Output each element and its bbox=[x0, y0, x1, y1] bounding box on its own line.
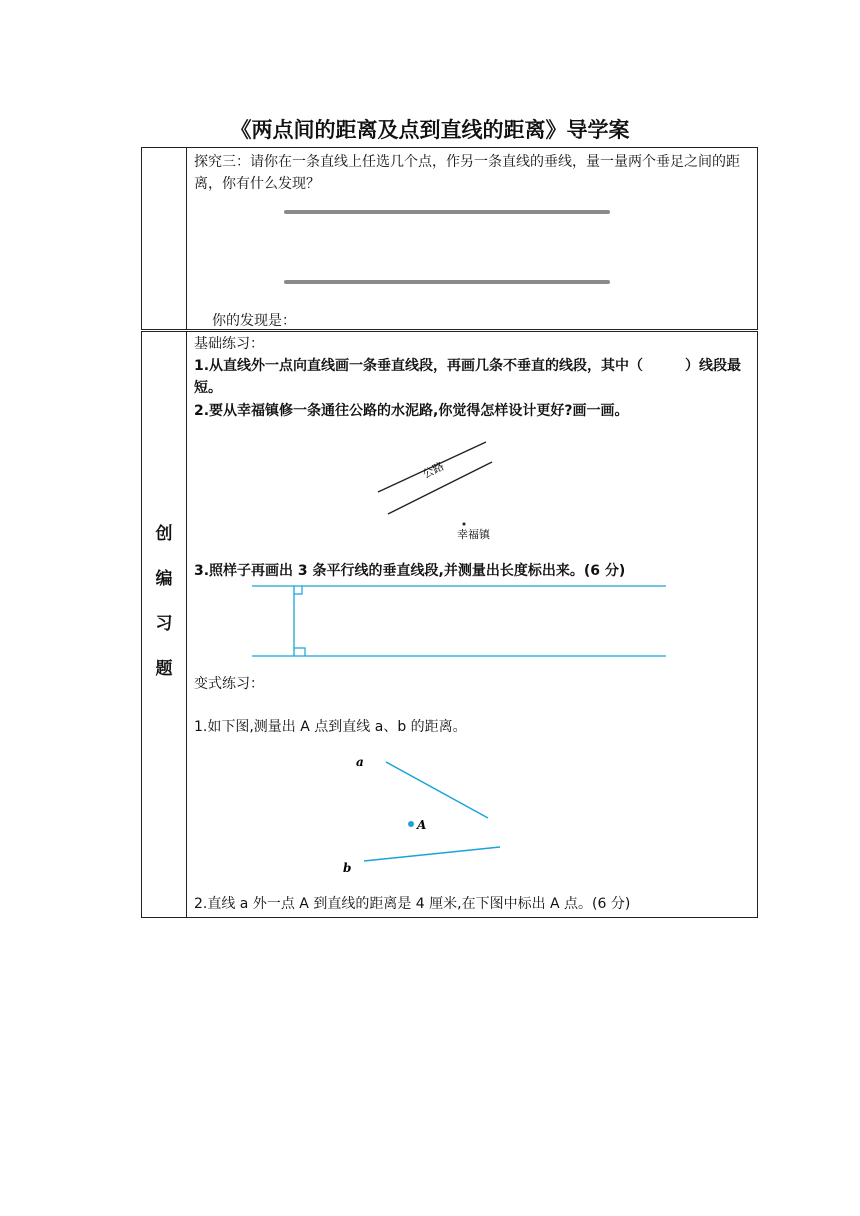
point-a-label: A bbox=[417, 818, 427, 832]
variant-practice-title: 变式练习： bbox=[194, 676, 264, 692]
variant-question-2: 2.直线 a 外一点 A 到直线的距离是 4 厘米,在下图中标出 A 点。(6 分) bbox=[194, 896, 631, 912]
question-3: 3.照样子再画出 3 条平行线的垂直线段,并测量出长度标出来。(6 分) bbox=[194, 563, 626, 579]
town-label: 幸福镇 bbox=[457, 528, 490, 541]
town-point bbox=[463, 523, 466, 526]
finding-line bbox=[212, 310, 751, 332]
finding-answer-blank[interactable] bbox=[300, 315, 630, 332]
line-a-label: a bbox=[356, 755, 364, 769]
practice-row bbox=[141, 331, 758, 918]
column-divider bbox=[186, 148, 187, 329]
side-label-char: 题 bbox=[155, 659, 173, 679]
parallel-lines-figure bbox=[282, 206, 612, 296]
distance-figure bbox=[340, 752, 510, 882]
worksheet-table bbox=[141, 147, 758, 918]
column-divider bbox=[186, 332, 187, 917]
perpendicular-example-figure bbox=[252, 582, 672, 664]
side-label bbox=[142, 512, 186, 692]
question-2: 2.要从幸福镇修一条通往公路的水泥路,你觉得怎样设计更好?画一画。 bbox=[194, 403, 629, 419]
variant-question-1: 1.如下图,测量出 A 点到直线 a、b 的距离。 bbox=[194, 719, 467, 735]
side-label-char: 创 bbox=[155, 524, 173, 544]
question-1: 1.从直线外一点向直线画一条垂直线段，再画几条不垂直的线段，其中（ ）线段最短。 bbox=[194, 358, 742, 396]
basic-practice-title: 基础练习： bbox=[194, 336, 264, 352]
road-figure bbox=[372, 436, 502, 546]
side-label-char: 编 bbox=[155, 569, 173, 589]
line-b-label: b bbox=[343, 861, 352, 875]
exploration-row bbox=[141, 147, 758, 330]
side-label-char: 习 bbox=[155, 614, 173, 634]
road-label: 公路 bbox=[420, 459, 447, 482]
point-a-dot bbox=[408, 821, 414, 827]
page-title: 《两点间的距离及点到直线的距离》导学案 bbox=[230, 118, 630, 142]
finding-label: 你的发现是： bbox=[212, 313, 296, 329]
exploration-prompt: 探究三：请你在一条直线上任选几个点，作另一条直线的垂线，量一量两个垂足之间的距离，你有什么发现？ bbox=[194, 154, 740, 192]
